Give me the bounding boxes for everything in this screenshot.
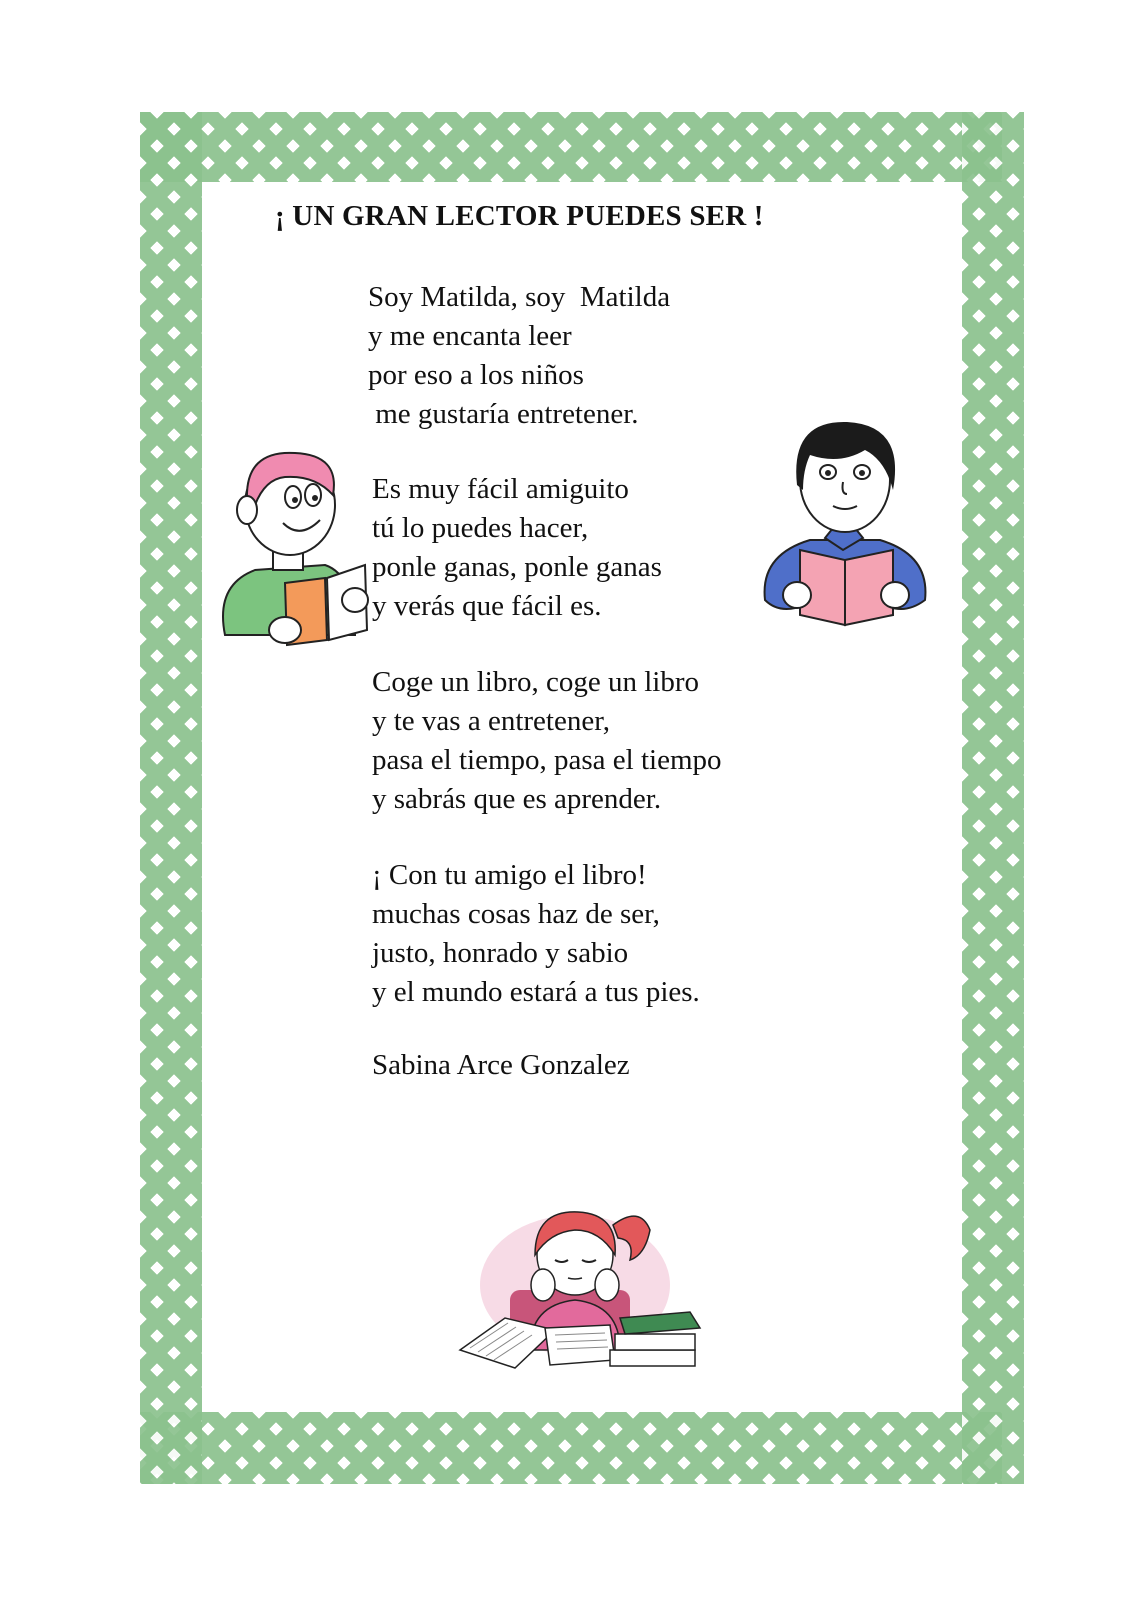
stanza-2 [372, 470, 662, 626]
poem-line: y verás que fácil es. [372, 590, 602, 622]
poem-line: justo, honrado y sabio [372, 937, 629, 969]
poem-line: y sabrás que es aprender. [372, 783, 662, 815]
poem-line: y te vas a entretener, [372, 705, 610, 737]
stanza-1 [368, 278, 670, 434]
poem-line: y me encanta leer [368, 320, 572, 352]
stanza-3 [372, 663, 722, 819]
poem-line: pasa el tiempo, pasa el tiempo [372, 744, 722, 776]
poem-line: ¡ Con tu amigo el libro! [372, 859, 647, 891]
girl-studying-with-books-illustration [450, 1200, 715, 1385]
poem-line: Coge un libro, coge un libro [372, 666, 700, 698]
decorative-border-right [962, 112, 1024, 1484]
boy-reading-pink-book-illustration [755, 410, 935, 635]
poem-line: Es muy fácil amiguito [372, 473, 629, 505]
poem-author: Sabina Arce Gonzalez [372, 1049, 630, 1081]
decorative-border-top [140, 112, 1002, 182]
poem-line: y el mundo estará a tus pies. [372, 976, 700, 1008]
stanza-4 [372, 856, 700, 1012]
poem-line: tú lo puedes hacer, [372, 512, 589, 544]
poem-line: por eso a los niños [368, 359, 584, 391]
poem-title: ¡ UN GRAN LECTOR PUEDES SER ! [275, 200, 764, 232]
poem-line: ponle ganas, ponle ganas [372, 551, 662, 583]
decorative-border-bottom [140, 1412, 1002, 1484]
poem-line: Soy Matilda, soy Matilda [368, 281, 671, 313]
poem-line: me gustaría entretener. [368, 398, 639, 430]
boy-reading-orange-book-illustration [205, 435, 380, 665]
poem-line: muchas cosas haz de ser, [372, 898, 660, 930]
decorative-border-left [140, 112, 202, 1484]
